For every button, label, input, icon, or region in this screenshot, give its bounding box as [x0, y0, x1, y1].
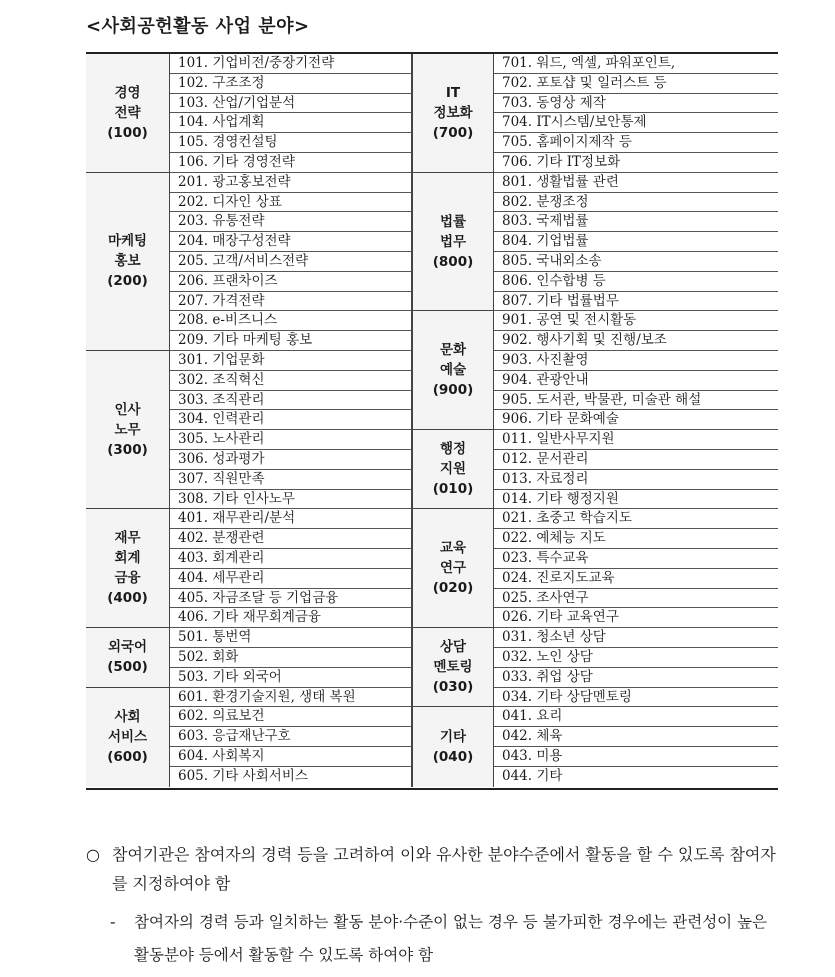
category-cell [86, 628, 170, 687]
table-row: 102. 구조조정 [170, 74, 412, 94]
table-row: 604. 사회복지 [170, 747, 412, 767]
table-row: 702. 포토샵 및 일러스트 등 [494, 74, 778, 94]
table-row: 301. 기업문화 [170, 351, 412, 371]
circle-bullet-icon: ○ [86, 845, 100, 864]
category-name: 사회 서비스 [107, 709, 148, 746]
category-code: (040) [432, 748, 474, 765]
table-row: 307. 직원만족 [170, 470, 412, 490]
category-code: (200) [107, 273, 148, 290]
category-code: (400) [107, 590, 148, 607]
dash-bullet-icon: - [110, 913, 116, 931]
table-row: 601. 환경기술지원, 생태 복원 [170, 688, 412, 708]
table-row: 503. 기타 외국어 [170, 668, 412, 688]
category-code: (020) [432, 580, 474, 597]
table-row: 044. 기타 [502, 767, 563, 784]
table-row: 101. 기업비전/중장기전략 [170, 54, 412, 74]
page-title: <사회공헌활동 사업 분야> [86, 16, 310, 37]
category-name: 문화 예술 [439, 342, 467, 379]
table-row: 204. 매장구성전략 [170, 232, 412, 252]
table-row: 603. 응급재난구호 [170, 727, 412, 747]
business-area-table [86, 52, 778, 790]
notes-section [86, 840, 786, 972]
table-row: 207. 가격전략 [170, 292, 412, 312]
category-name: 행정 지원 [439, 441, 467, 478]
table-row: 804. 기업법률 [494, 232, 778, 252]
category-cell [86, 351, 170, 509]
table-row: 805. 국내외소송 [494, 252, 778, 272]
category-code: (500) [107, 659, 148, 676]
table-row: 306. 성과평가 [170, 450, 412, 470]
category-code: (800) [432, 253, 474, 270]
table-row: 014. 기타 행정지원 [494, 490, 778, 510]
table-row: 206. 프랜차이즈 [170, 272, 412, 292]
table-row: 701. 워드, 엑셀, 파워포인트, [494, 54, 778, 74]
category-code: (030) [432, 679, 474, 696]
table-row: 904. 관광안내 [494, 371, 778, 391]
table-right-half [412, 54, 778, 788]
category-code: (010) [432, 481, 474, 498]
category-cell [412, 509, 494, 628]
table-row: 203. 유통전략 [170, 212, 412, 232]
note-main [86, 840, 786, 898]
table-row: 209. 기타 마케팅 홍보 [170, 331, 412, 351]
category-code: (300) [107, 441, 148, 458]
category-code: (900) [432, 382, 474, 399]
category-cell [412, 54, 494, 173]
table-row: 011. 일반사무지원 [494, 430, 778, 450]
table-row: 801. 생활법률 관련 [494, 173, 778, 193]
table-row: 104. 사업계획 [170, 113, 412, 133]
category-code: (600) [107, 749, 148, 766]
category-name: 교육 연구 [439, 540, 467, 577]
table-row: 105. 경영컨설팅 [170, 133, 412, 153]
category-cell [86, 509, 170, 628]
table-row: 025. 조사연구 [494, 589, 778, 609]
table-row: 403. 회계관리 [170, 549, 412, 569]
table-row: 026. 기타 교육연구 [494, 608, 778, 628]
category-name: 마케팅 홍보 [107, 233, 148, 270]
category-cell [86, 54, 170, 173]
category-name: 법률 법무 [439, 213, 467, 250]
table-row: 043. 미용 [494, 747, 778, 767]
table-row: 024. 진로지도교육 [494, 569, 778, 589]
table-row: 703. 동영상 제작 [494, 94, 778, 114]
category-name: 상담 멘토링 [433, 639, 473, 676]
table-row: 013. 자료정리 [494, 470, 778, 490]
table-row: 303. 조직관리 [170, 391, 412, 411]
table-left-half [86, 54, 412, 788]
table-row: 302. 조직혁신 [170, 371, 412, 391]
table-row: 704. IT시스템/보안통제 [494, 113, 778, 133]
table-row: 706. 기타 IT정보화 [494, 153, 778, 173]
table-row: 033. 취업 상담 [494, 668, 778, 688]
category-name: 기타 [439, 728, 467, 745]
table-row: 103. 산업/기업분석 [170, 94, 412, 114]
table-row: 705. 홈페이지제작 등 [494, 133, 778, 153]
table-row: 041. 요리 [494, 707, 778, 727]
category-cell [86, 688, 170, 787]
table-row: 906. 기타 문화예술 [494, 410, 778, 430]
table-row: 405. 자금조달 등 기업금융 [170, 589, 412, 609]
table-row: 208. e-비즈니스 [170, 311, 412, 331]
category-code: (700) [432, 124, 474, 141]
table-row: 401. 재무관리/분석 [170, 509, 412, 529]
category-name: 외국어 [107, 639, 148, 656]
table-row: 012. 문서관리 [494, 450, 778, 470]
note-main-text: 참여기관은 참여자의 경력 등을 고려하여 이와 유사한 분야수준에서 활동을 할 수 있도록 참여자를 지정하여야 함 [112, 845, 776, 893]
category-cell [412, 311, 494, 430]
table-row: 042. 체육 [494, 727, 778, 747]
table-row: 807. 기타 법률법무 [494, 292, 778, 312]
table-row: 022. 예체능 지도 [494, 529, 778, 549]
table-row: 803. 국제법률 [494, 212, 778, 232]
table-row: 806. 인수합병 등 [494, 272, 778, 292]
table-row: 602. 의료보건 [170, 707, 412, 727]
table-row: 106. 기타 경영전략 [170, 153, 412, 173]
table-row: 021. 초중고 학습지도 [494, 509, 778, 529]
table-row: 032. 노인 상담 [494, 648, 778, 668]
table-row: 205. 고객/서비스전략 [170, 252, 412, 272]
table-row: 902. 행사기획 및 진행/보조 [494, 331, 778, 351]
table-row: 802. 분쟁조정 [494, 193, 778, 213]
category-name: IT 정보화 [433, 84, 473, 121]
category-cell [412, 628, 494, 707]
category-cell [412, 173, 494, 312]
table-row: 034. 기타 상담멘토링 [494, 688, 778, 708]
category-name: 경영 전략 [114, 84, 141, 121]
table-row: 402. 분쟁관련 [170, 529, 412, 549]
table-row: 023. 특수교육 [494, 549, 778, 569]
note-sub-text: 참여자의 경력 등과 일치하는 활동 분야·수준이 없는 경우 등 불가피한 경우에는 관련성이 높은 활동분야 등에서 활동할 수 있도록 하여야 함 [134, 913, 768, 964]
table-row: 201. 광고홍보전략 [170, 173, 412, 193]
table-row: 031. 청소년 상담 [494, 628, 778, 648]
table-row: 304. 인력관리 [170, 410, 412, 430]
category-name: 재무 회계 금융 [114, 530, 141, 587]
table-row: 605. 기타 사회서비스 [170, 767, 412, 787]
table-row: 305. 노사관리 [170, 430, 412, 450]
category-cell [412, 430, 494, 509]
table-row: 404. 세무관리 [170, 569, 412, 589]
category-code: (100) [107, 124, 148, 141]
table-row: 901. 공연 및 전시활동 [494, 311, 778, 331]
category-cell [412, 707, 494, 786]
table-row: 308. 기타 인사노무 [170, 490, 412, 510]
table-row: 903. 사진촬영 [494, 351, 778, 371]
table-row: 406. 기타 재무회계금융 [170, 608, 412, 628]
table-row: 905. 도서관, 박물관, 미술관 해설 [494, 391, 778, 411]
table-row: 202. 디자인 상표 [170, 193, 412, 213]
category-name: 인사 노무 [114, 401, 141, 438]
table-row: 502. 회화 [170, 648, 412, 668]
table-row: 501. 통번역 [170, 628, 412, 648]
note-sub [86, 906, 786, 972]
category-cell [86, 173, 170, 351]
